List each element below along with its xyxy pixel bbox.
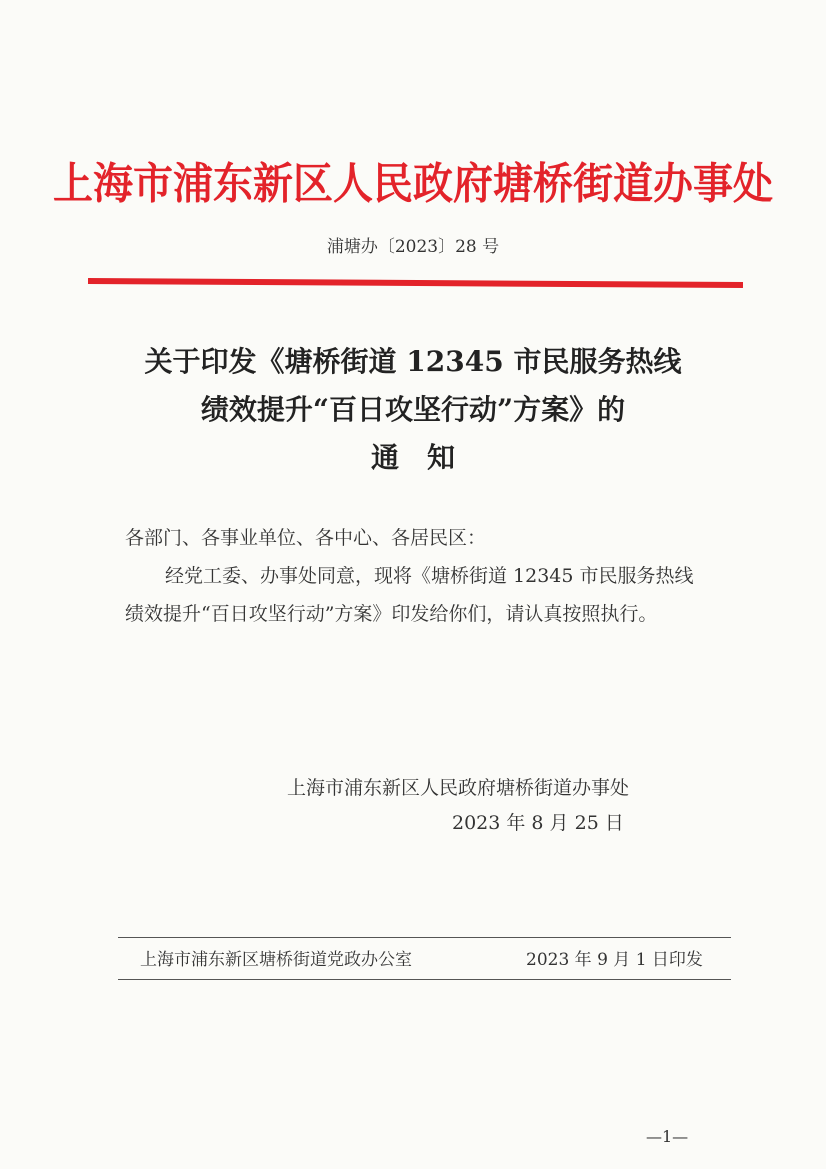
body-paragraph: 经党工委、办事处同意，现将《塘桥街道 12345 市民服务热线绩效提升“百日攻坚行动”方案》印发给你们，请认真按照执行。 xyxy=(125,565,694,625)
document-title-line-3: 通知 xyxy=(370,441,483,474)
document-number: 浦塘办〔2023〕28 号 xyxy=(326,237,500,257)
footer-rule-top xyxy=(118,937,731,938)
page-number: —1— xyxy=(646,1127,689,1146)
salutation: 各部门、各事业单位、各中心、各居民区： xyxy=(125,527,487,549)
footer-print-date: 2023 年 9 月 1 日印发 xyxy=(526,950,703,970)
footer-rule-bottom xyxy=(118,979,731,980)
document-title-line-2: 绩效提升“百日攻坚行动”方案》的 xyxy=(200,393,626,426)
issuing-authority-header: 上海市浦东新区人民政府塘桥街道办事处 xyxy=(53,158,773,210)
signature-date: 2023 年 8 月 25 日 xyxy=(452,812,624,834)
document-title-line-1: 关于印发《塘桥街道 12345 市民服务热线 xyxy=(144,345,682,378)
red-separator-line xyxy=(88,278,743,288)
signature-organization: 上海市浦东新区人民政府塘桥街道办事处 xyxy=(287,777,630,799)
footer-issuing-office: 上海市浦东新区塘桥街道党政办公室 xyxy=(140,950,412,970)
